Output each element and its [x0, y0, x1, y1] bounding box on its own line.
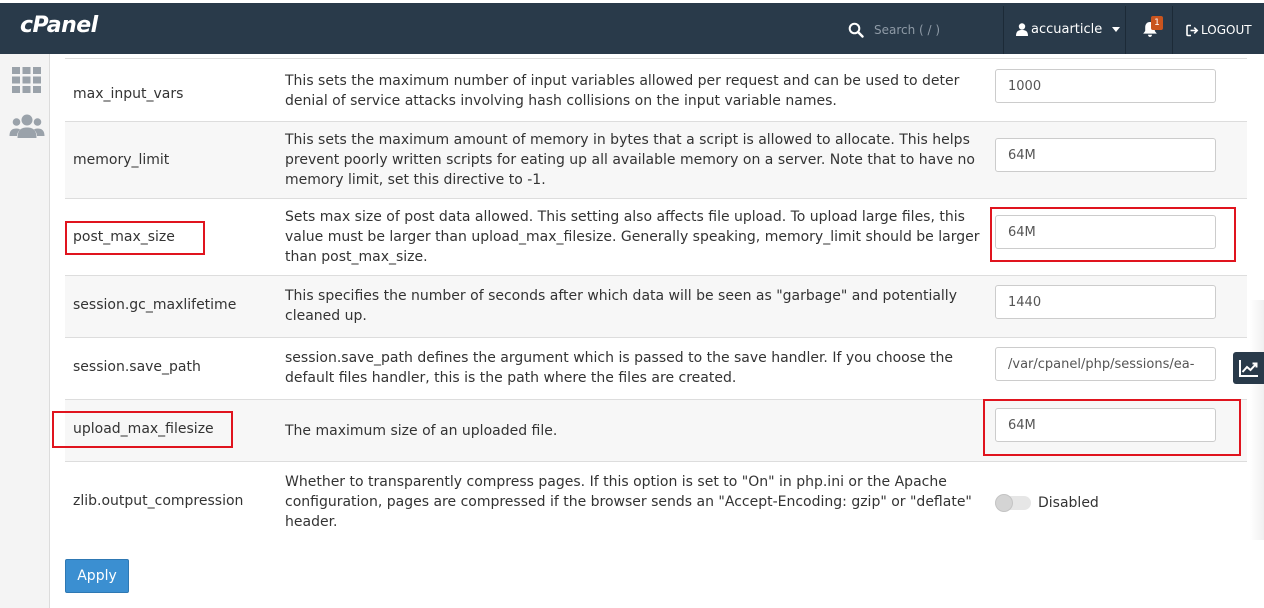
trend-chart-icon	[1233, 352, 1264, 384]
highlight-box-upload-max-filesize-value	[983, 399, 1241, 456]
setting-name: session.gc_maxlifetime	[73, 297, 237, 313]
scroll-shadow	[1250, 300, 1264, 540]
cpanel-logo[interactable]: cPanel	[20, 13, 98, 38]
max-input-vars-input[interactable]	[995, 69, 1216, 103]
setting-name: memory_limit	[73, 152, 170, 168]
search-icon	[848, 22, 864, 38]
highlight-box-post-max-size-value	[990, 207, 1236, 262]
highlight-box-upload-max-filesize-name	[52, 411, 233, 448]
logout-button[interactable]	[1186, 23, 1252, 37]
navbar-divider	[1003, 6, 1004, 54]
search-input[interactable]	[874, 18, 1004, 42]
session-save-path-input[interactable]	[995, 347, 1216, 381]
setting-row-zlib-output-compression	[65, 462, 1247, 544]
session-gc-maxlifetime-input[interactable]	[995, 285, 1216, 319]
zlib-output-compression-toggle[interactable]	[995, 494, 1031, 510]
navbar-divider	[1172, 6, 1173, 54]
notification-badge: 1	[1151, 16, 1163, 30]
username: accuarticle	[1031, 22, 1103, 37]
setting-name: session.save_path	[73, 359, 201, 375]
toggle-state-label: Disabled	[1038, 495, 1099, 511]
setting-description: This sets the maximum number of input variables allowed per request and can be used to deter denial of service attacks involving hash collisions on the input variable names.	[285, 73, 960, 109]
setting-description: This specifies the number of seconds after which data will be seen as "garbage" and potentially cleaned up.	[285, 288, 957, 324]
setting-description: This sets the maximum amount of memory in bytes that a script is allowed to allocate. This helps prevent poorly written scripts for eating up all available memory on a server. Note that to have no memory limit, set this directive to -1.	[285, 132, 975, 188]
highlight-box-post-max-size-name	[65, 221, 205, 255]
users-icon[interactable]	[9, 112, 45, 140]
setting-name: post_max_size	[73, 229, 175, 245]
logout-label: LOGOUT	[1201, 23, 1252, 37]
setting-row-memory-limit	[65, 122, 1247, 199]
sidebar	[0, 54, 50, 608]
top-navbar	[0, 0, 1264, 54]
setting-name: upload_max_filesize	[73, 421, 214, 437]
user-menu[interactable]	[1016, 22, 1120, 37]
setting-description: Sets max size of post data allowed. This setting also affects file upload. To upload large files, this value must be larger than upload_max_filesize. Generally speaking, memory_limit should be larger than post_max_size.	[285, 209, 980, 265]
search-bar	[848, 17, 1004, 43]
setting-description: session.save_path defines the argument which is passed to the save handler. If you choose the default files handler, this is the path where the files are created.	[285, 350, 954, 386]
user-icon	[1016, 23, 1028, 36]
setting-description: The maximum size of an uploaded file.	[285, 423, 558, 439]
memory-limit-input[interactable]	[995, 138, 1216, 172]
grid-icon[interactable]	[11, 66, 42, 94]
setting-row-session-save-path	[65, 338, 1247, 400]
navbar-divider	[1125, 6, 1126, 54]
chevron-down-icon	[1112, 27, 1120, 32]
stats-tab-button[interactable]	[1233, 352, 1264, 384]
apply-button[interactable]: Apply	[65, 559, 129, 593]
setting-description: Whether to transparently compress pages. If this option is set to "On" in php.ini or the Apache configuration, pages are compressed if the browser sends an "Accept-Encoding: gzip" or "deflate" header.	[285, 474, 972, 530]
php-ini-editor	[50, 54, 1264, 608]
setting-name: zlib.output_compression	[73, 493, 244, 509]
setting-row-session-gc-maxlifetime	[65, 276, 1247, 338]
toggle-knob	[995, 494, 1013, 512]
setting-row-max-input-vars	[65, 58, 1247, 122]
logout-icon	[1186, 24, 1199, 37]
setting-name: max_input_vars	[73, 86, 184, 102]
